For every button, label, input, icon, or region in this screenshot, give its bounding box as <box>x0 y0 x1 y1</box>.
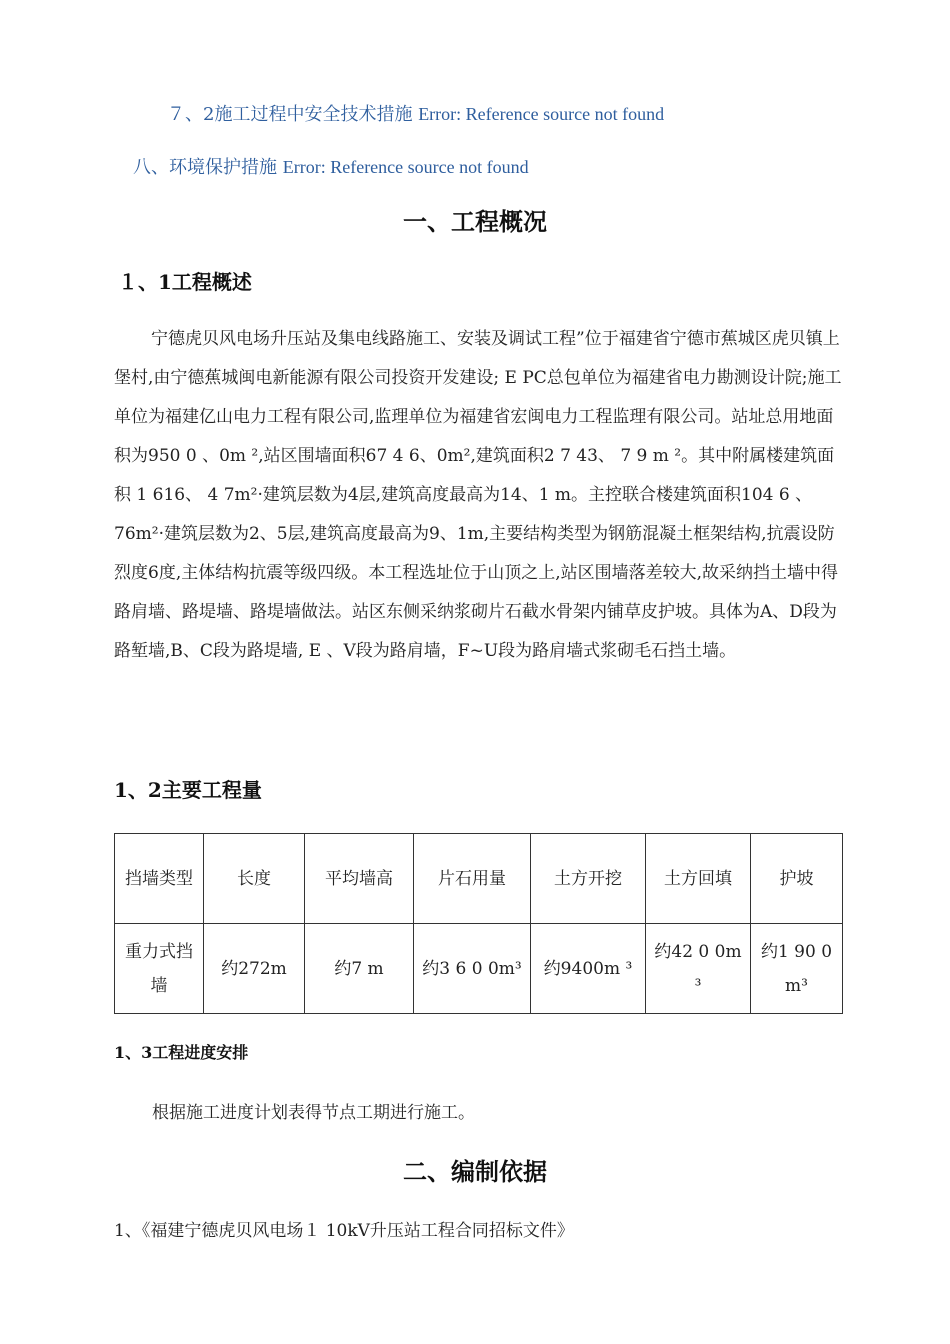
subsection-heading-1-3: 1、3工程进度安排 <box>114 1043 249 1062</box>
toc-label: 八、环境保护措施 <box>133 157 277 178</box>
section-heading-basis: 二、编制依据 <box>403 1157 547 1186</box>
table-header-cell: 平均墙高 <box>305 834 414 924</box>
toc-entry-8[interactable] <box>133 153 529 179</box>
quantities-table <box>114 833 843 1014</box>
table-cell: 约3 6 0 0m³ <box>414 924 531 1014</box>
subsection-heading-1-2: 1、2主要工程量 <box>114 778 262 802</box>
subsection-heading-1-1: １、1工程概述 <box>118 270 252 294</box>
basis-item-1: 1、《福建宁德虎贝风电场１ 10kV升压站工程合同招标文件》 <box>114 1221 574 1241</box>
toc-reference-error: Error: Reference source not found <box>418 104 665 124</box>
table-header-cell: 土方回填 <box>646 834 751 924</box>
toc-label: ７、2施工过程中安全技术措施 <box>167 104 413 125</box>
table-row <box>115 924 843 1014</box>
toc-reference-error: Error: Reference source not found <box>282 157 529 177</box>
table-header-cell: 片石用量 <box>414 834 531 924</box>
table-cell: 约7 m <box>305 924 414 1014</box>
overview-paragraph <box>114 320 842 671</box>
table-header-cell: 土方开挖 <box>531 834 646 924</box>
table-header-row <box>115 834 843 924</box>
schedule-text: 根据施工进度计划表得节点工期进行施工。 <box>152 1103 475 1123</box>
table-cell: 重力式挡墙 <box>115 924 204 1014</box>
table-header-cell: 挡墙类型 <box>115 834 204 924</box>
table-cell: 约9400m ³ <box>531 924 646 1014</box>
table-header-cell: 长度 <box>204 834 305 924</box>
section-heading-overview: 一、工程概况 <box>403 207 547 236</box>
overview-paragraph-text: 宁德虎贝风电场升压站及集电线路施工、安装及调试工程”位于福建省宁德市蕉城区虎贝镇上堡村,由宁德蕉城闽电新能源有限公司投资开发建设; E PC总包单位为福建省电力勘测设计院;施工单位为福建亿山电力工程有限公司,监理单位为福建省宏闽电力工程监理有限公司。站址总用地面积为950 0 、0m ²,站区围墙面积67 4 6、0m²,建筑面积2 7 43、 7 9 m ²。其中附属楼建筑面积 1 616、 4 7m²·建筑层数为4层,建筑高度最高为14、1 m。主控联合楼建筑面积104 6 、76m²·建筑层数为2、5层,建筑高度最高为9、1m,主要结构类型为钢筋混凝土框架结构,抗震设防烈度6度,主体结构抗震等级四级。本工程选址位于山顶之上,站区围墙落差较大,故采纳挡土墙中得路肩墙、路堤墙、路堤墙做法。站区东侧采纳浆砌片石截水骨架内铺草皮护坡。具体为A、D段为路堑墙,B、C段为路堤墙, E 、V段为路肩墙，F~U段为路肩墙式浆砌毛石挡土墙。 <box>114 329 842 661</box>
table-cell: 约272m <box>204 924 305 1014</box>
table-cell: 约42 0 0m ³ <box>646 924 751 1014</box>
table-header-cell: 护坡 <box>751 834 843 924</box>
table-cell: 约1 90 0 m³ <box>751 924 843 1014</box>
toc-entry-7-2[interactable] <box>167 100 664 126</box>
